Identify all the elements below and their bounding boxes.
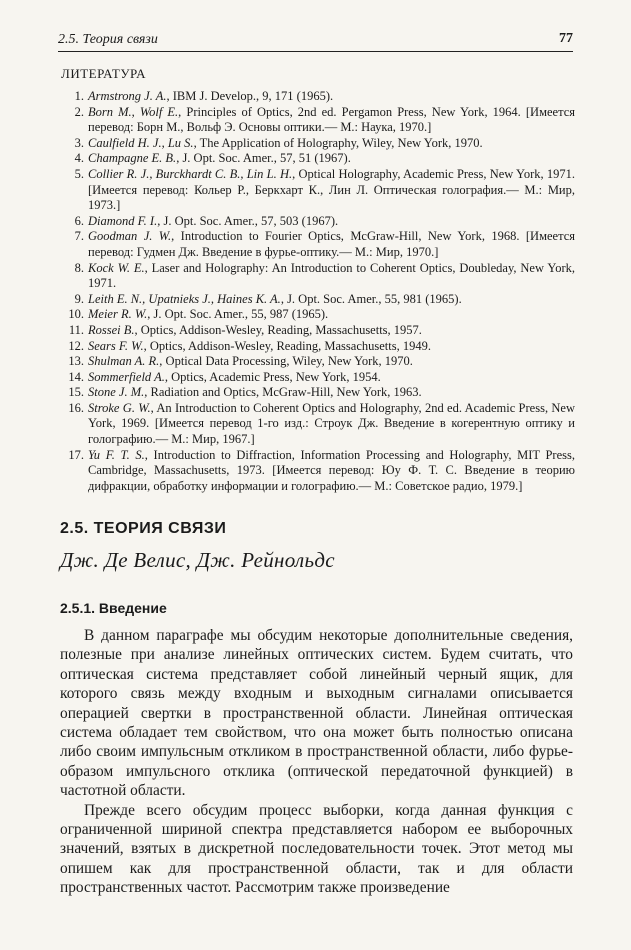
reference-details: , Introduction to Fourier Optics, McGraw-Hill, New York, 1968. [Имеется перевод: Гудмен Дж. Введение в фурье-оптику.— М.: Мир, 1970.] [88,229,575,259]
reference-text [88,167,575,214]
reference-authors: Stroke G. W. [88,400,151,415]
reference-number: 4. [74,151,84,166]
reference-text [88,307,575,323]
section-title: 2.5. ТЕОРИЯ СВЯЗИ [60,520,227,537]
reference-item [60,261,575,292]
reference-text [88,214,575,230]
reference-number: 2. [74,104,84,119]
reference-authors: Leith E. N., Upatnieks J., Haines K. A. [88,291,281,306]
reference-details: , J. Opt. Soc. Amer., 55, 987 (1965). [147,307,329,322]
reference-item [60,229,575,260]
reference-text [88,401,575,448]
reference-text [88,292,575,308]
reference-details: , J. Opt. Soc. Amer., 55, 981 (1965). [280,291,462,306]
reference-number: 13. [68,354,84,369]
reference-text [88,370,575,386]
reference-number: 8. [74,260,84,275]
reference-details: , Optics, Addison-Wesley, Reading, Massachusetts, 1949. [143,338,431,353]
reference-authors: Shulman A. R. [88,354,160,369]
reference-details: , Optics, Academic Press, New York, 1954. [164,369,381,384]
reference-item [60,105,575,136]
running-head-title: 2.5. Теория связи [58,32,158,47]
reference-details: , Laser and Holography: An Introduction to Coherent Optics, Doubleday, New York, 1971. [88,260,575,291]
reference-item [60,339,575,355]
reference-authors: Rossei B. [88,322,135,337]
reference-item [60,370,575,386]
reference-details: , The Application of Holography, Wiley, New York, 1970. [193,135,483,150]
reference-details: , J. Opt. Soc. Amer., 57, 51 (1967). [176,151,351,166]
reference-authors: Goodman J. W. [88,229,172,244]
reference-authors: Yu F. T. S. [88,447,145,462]
reference-text [88,323,575,339]
running-head [58,29,573,52]
paragraph: Прежде всего обсудим процесс выборки, когда данная функция с ограниченной шириной спектра представляется набором ее выборочных значений, взятых в дискретной последовательности точек. Этот метод мы опишем как для пространственной области, так и для области пространственных частот. Рассмотрим также произведение [60,801,573,897]
reference-text [88,354,575,370]
reference-number: 10. [68,307,84,322]
reference-text [88,136,575,152]
reference-authors: Sears F. W. [88,338,144,353]
reference-number: 15. [68,385,84,400]
reference-item [60,354,575,370]
reference-authors: Kock W. E. [88,260,145,275]
reference-number: 11. [68,322,84,337]
reference-number: 16. [68,400,84,415]
references-list [60,89,575,494]
reference-number: 1. [74,89,84,103]
reference-details: , Optical Data Processing, Wiley, New York, 1970. [159,354,413,369]
page-number: 77 [559,31,573,46]
reference-item [60,89,575,105]
reference-details: , An Introduction to Coherent Optics and Holography, 2nd ed. Academic Press, New York, 1969. [Имеется перевод 1-го изд.: Строук Дж. Введение в когерентную оптику и голографию.— М.: Мир, 1967.] [88,400,575,447]
reference-authors: Meier R. W. [88,307,148,322]
reference-item [60,167,575,214]
reference-details: , Introduction to Diffraction, Information Processing and Holography, MIT Press, Cambridge, Massachusetts, 1973. [Имеется перевод: Юу Ф. Т. С. Введение в теорию дифракции, обработку информации и голографию.— М.: Советское радио, 1979.] [88,447,575,493]
reference-details: , Optical Holography, Academic Press, New York, 1971. [Имеется перевод: Кольер Р., Беркхарт К., Лин Л. Оптическая голография.— М.: Мир, 1973.] [88,166,575,213]
reference-item [60,307,575,323]
reference-item [60,448,575,495]
reference-authors: Armstrong J. A. [88,89,167,103]
reference-item [60,385,575,401]
body-text [60,626,573,898]
reference-item [60,292,575,308]
reference-details: , IBM J. Develop., 9, 171 (1965). [166,89,334,103]
reference-number: 9. [74,291,84,306]
reference-text [88,229,575,260]
reference-number: 6. [74,213,84,228]
reference-item [60,136,575,152]
reference-authors: Champagne E. B. [88,151,177,166]
reference-item [60,151,575,167]
reference-number: 5. [74,166,84,181]
reference-text [88,89,575,105]
reference-item [60,214,575,230]
reference-authors: Caulfield H. J., Lu S. [88,135,194,150]
reference-number: 14. [68,369,84,384]
reference-text [88,339,575,355]
section-authors: Дж. Де Велис, Дж. Рейнольдс [60,548,335,572]
reference-authors: Born M., Wolf E. [88,104,179,119]
reference-number: 3. [74,135,84,150]
paragraph: В данном параграфе мы обсудим некоторые дополнительные сведения, полезные при анализе линейных оптических систем. Будем считать, что оптическая система представляет собой линейный черный ящик, для которого связь между входным и выходным сигналами описывается операцией свертки в пространственной области. Линейная оптическая система обладает тем свойством, что она может быть полностью описана либо своим импульсным откликом в пространственной области, либо фурье-образом импульсного отклика (оптической передаточной функцией) в частотной области. [60,627,573,800]
reference-authors: Collier R. J., Burckhardt C. B., Lin L. H. [88,166,293,181]
reference-number: 17. [68,447,84,462]
reference-authors: Sommerfield A. [88,369,165,384]
reference-item [60,401,575,448]
reference-text [88,385,575,401]
reference-number: 12. [68,338,84,353]
reference-text [88,151,575,167]
reference-authors: Diamond F. I. [88,213,158,228]
reference-text [88,261,575,292]
reference-authors: Stone J. M. [88,385,145,400]
reference-details: , Radiation and Optics, McGraw-Hill, New York, 1963. [144,385,422,400]
reference-details: , J. Opt. Soc. Amer., 57, 503 (1967). [157,213,339,228]
reference-text [88,105,575,136]
reference-item [60,323,575,339]
subsection-title: 2.5.1. Введение [60,600,167,616]
reference-details: , Optics, Addison-Wesley, Reading, Massachusetts, 1957. [134,322,422,337]
reference-text [88,448,575,495]
reference-details: , Principles of Optics, 2nd ed. Pergamon Press, New York, 1964. [Имеется перевод: Борн М., Вольф Э. Основы оптики.— М.: Наука, 1970.] [88,104,575,135]
reference-number: 7. [74,229,84,244]
references-heading: ЛИТЕРАТУРА [61,66,146,81]
